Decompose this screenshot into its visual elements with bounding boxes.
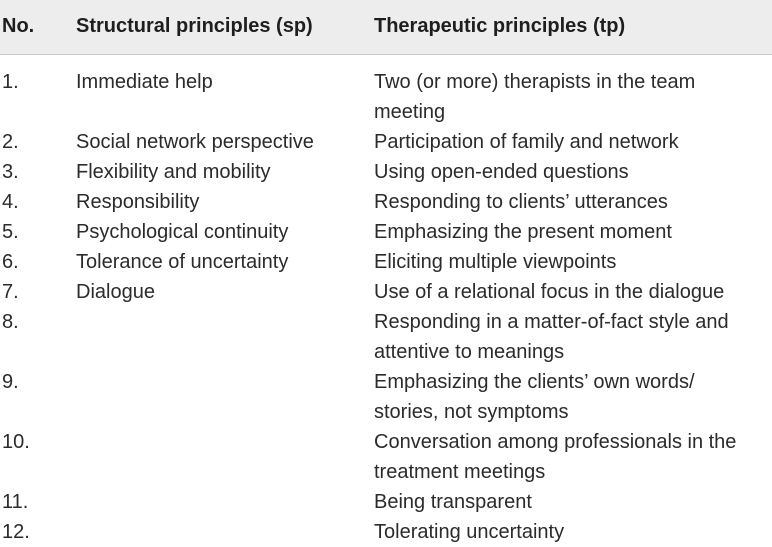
table-row: [0, 67, 772, 127]
table-row: [0, 157, 772, 187]
row-number: 6.: [2, 251, 19, 273]
row-number: 2.: [2, 131, 19, 153]
table-header: [0, 0, 772, 55]
row-number: 4.: [2, 191, 19, 213]
structural-principle: Tolerance of uncertainty: [76, 251, 289, 273]
row-number: 8.: [2, 311, 19, 333]
therapeutic-principle-line: Using open-ended questions: [374, 161, 629, 183]
therapeutic-principle-line: Conversation among professionals in the: [374, 431, 737, 453]
therapeutic-principle-line: meeting: [374, 101, 446, 123]
row-number: 12.: [2, 521, 30, 543]
therapeutic-principle: [374, 517, 770, 547]
therapeutic-principle-line: Emphasizing the present moment: [374, 221, 672, 243]
therapeutic-principle: [374, 157, 770, 187]
table-row: [0, 187, 772, 217]
table-row: [0, 307, 772, 367]
row-number: 11.: [2, 491, 29, 513]
table-row: [0, 487, 772, 517]
therapeutic-principle: [374, 487, 770, 517]
header-therapeutic-principles: Therapeutic principles (tp): [374, 15, 626, 37]
table-row: [0, 217, 772, 247]
therapeutic-principle-line: Eliciting multiple viewpoints: [374, 251, 617, 273]
table-row: [0, 367, 772, 427]
therapeutic-principle: [374, 277, 770, 307]
therapeutic-principle: [374, 307, 770, 367]
therapeutic-principle-line: Responding to clients’ utterances: [374, 191, 668, 213]
structural-principle: Responsibility: [76, 191, 200, 213]
row-number: 1.: [2, 71, 19, 93]
therapeutic-principle-line: attentive to meanings: [374, 341, 565, 363]
row-number: 10.: [2, 431, 30, 453]
row-number: 9.: [2, 371, 19, 393]
table-row: [0, 427, 772, 487]
therapeutic-principle-line: Use of a relational focus in the dialogue: [374, 281, 725, 303]
therapeutic-principle-line: Being transparent: [374, 491, 532, 513]
table-row: [0, 517, 772, 547]
table-row: [0, 247, 772, 277]
therapeutic-principle-line: Two (or more) therapists in the team: [374, 71, 696, 93]
therapeutic-principle: [374, 367, 770, 427]
header-no: No.: [2, 15, 35, 37]
therapeutic-principle-line: Emphasizing the clients’ own words/: [374, 371, 695, 393]
structural-principle: Psychological continuity: [76, 221, 289, 243]
therapeutic-principle-line: Participation of family and network: [374, 131, 679, 153]
table-row: [0, 127, 772, 157]
therapeutic-principle: [374, 187, 770, 217]
row-number: 7.: [2, 281, 19, 303]
structural-principle: Social network perspective: [76, 131, 314, 153]
therapeutic-principle: [374, 217, 770, 247]
therapeutic-principle: [374, 427, 770, 487]
therapeutic-principle-line: Tolerating uncertainty: [374, 521, 565, 543]
table-body: [0, 55, 772, 547]
therapeutic-principle: [374, 127, 770, 157]
structural-principle: Dialogue: [76, 281, 155, 303]
table-row: [0, 277, 772, 307]
therapeutic-principle-line: stories, not symptoms: [374, 401, 569, 423]
therapeutic-principle: [374, 247, 770, 277]
structural-principle: Immediate help: [76, 71, 213, 93]
therapeutic-principle-line: Responding in a matter-of-fact style and: [374, 311, 729, 333]
header-structural-principles: Structural principles (sp): [76, 15, 313, 37]
structural-principle: Flexibility and mobility: [76, 161, 271, 183]
therapeutic-principle: [374, 67, 770, 127]
row-number: 3.: [2, 161, 19, 183]
row-number: 5.: [2, 221, 19, 243]
therapeutic-principle-line: treatment meetings: [374, 461, 546, 483]
